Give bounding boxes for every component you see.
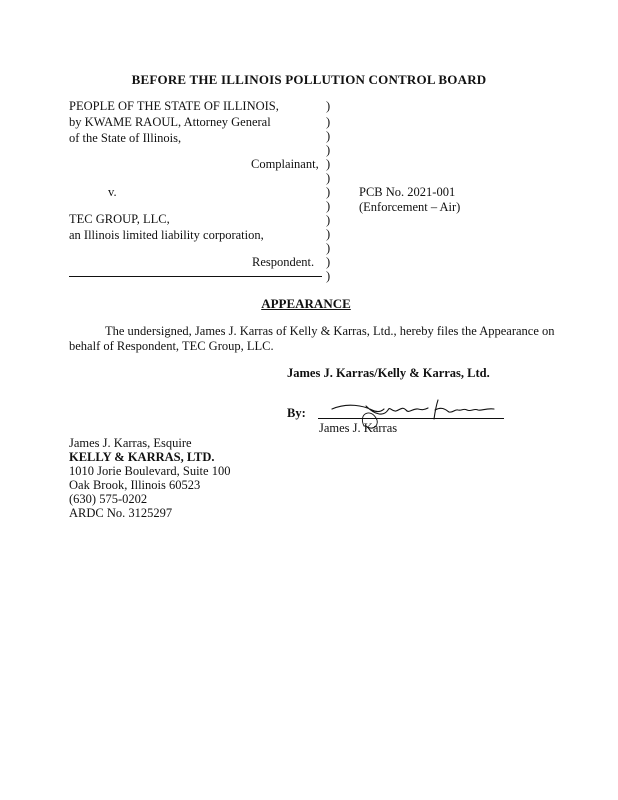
versus-label: v.	[108, 185, 117, 199]
by-label: By:	[287, 406, 306, 420]
caption-paren: )	[326, 213, 331, 227]
attorney-firm: KELLY & KARRAS, LTD.	[69, 450, 215, 464]
attorney-address-line-2: Oak Brook, Illinois 60523	[69, 478, 201, 492]
complainant-line-1: PEOPLE OF THE STATE OF ILLINOIS,	[69, 99, 279, 113]
appearance-heading: APPEARANCE	[261, 296, 351, 311]
caption-paren: )	[326, 269, 331, 283]
caption-paren: )	[326, 241, 331, 255]
respondent-line-2: an Illinois limited liability corporation,	[69, 228, 264, 242]
case-number: PCB No. 2021-001	[359, 185, 456, 199]
caption-paren: )	[326, 99, 331, 113]
page-title: BEFORE THE ILLINOIS POLLUTION CONTROL BOARD	[131, 72, 487, 87]
signature-firm-line: James J. Karras/Kelly & Karras, Ltd.	[287, 366, 490, 380]
complainant-line-3: of the State of Illinois,	[69, 131, 182, 145]
caption-paren: )	[326, 227, 331, 241]
caption-paren: )	[326, 143, 331, 157]
caption-paren: )	[326, 185, 331, 199]
respondent-role: Respondent.	[252, 255, 315, 269]
attorney-address-line-1: 1010 Jorie Boulevard, Suite 100	[69, 464, 231, 478]
caption-paren: )	[326, 255, 331, 269]
complainant-role: Complainant,	[251, 157, 319, 171]
caption-paren: )	[326, 129, 331, 143]
body-line-1: The undersigned, James J. Karras of Kelly & Karras, Ltd., hereby files the Appearance on	[105, 324, 555, 338]
caption-paren: )	[326, 199, 331, 213]
attorney-name: James J. Karras, Esquire	[69, 436, 192, 450]
signer-name: James J. Karras	[319, 421, 398, 435]
attorney-ardc: ARDC No. 3125297	[69, 506, 173, 520]
complainant-line-2: by KWAME RAOUL, Attorney General	[69, 115, 271, 129]
body-line-2: behalf of Respondent, TEC Group, LLC.	[69, 339, 274, 353]
respondent-line-1: TEC GROUP, LLC,	[69, 212, 170, 226]
caption-paren: )	[326, 157, 331, 171]
caption-paren: )	[326, 115, 331, 129]
caption-paren: )	[326, 171, 331, 185]
case-type: (Enforcement – Air)	[359, 200, 461, 214]
attorney-phone: (630) 575-0202	[69, 492, 148, 506]
caption-rule	[69, 276, 322, 277]
